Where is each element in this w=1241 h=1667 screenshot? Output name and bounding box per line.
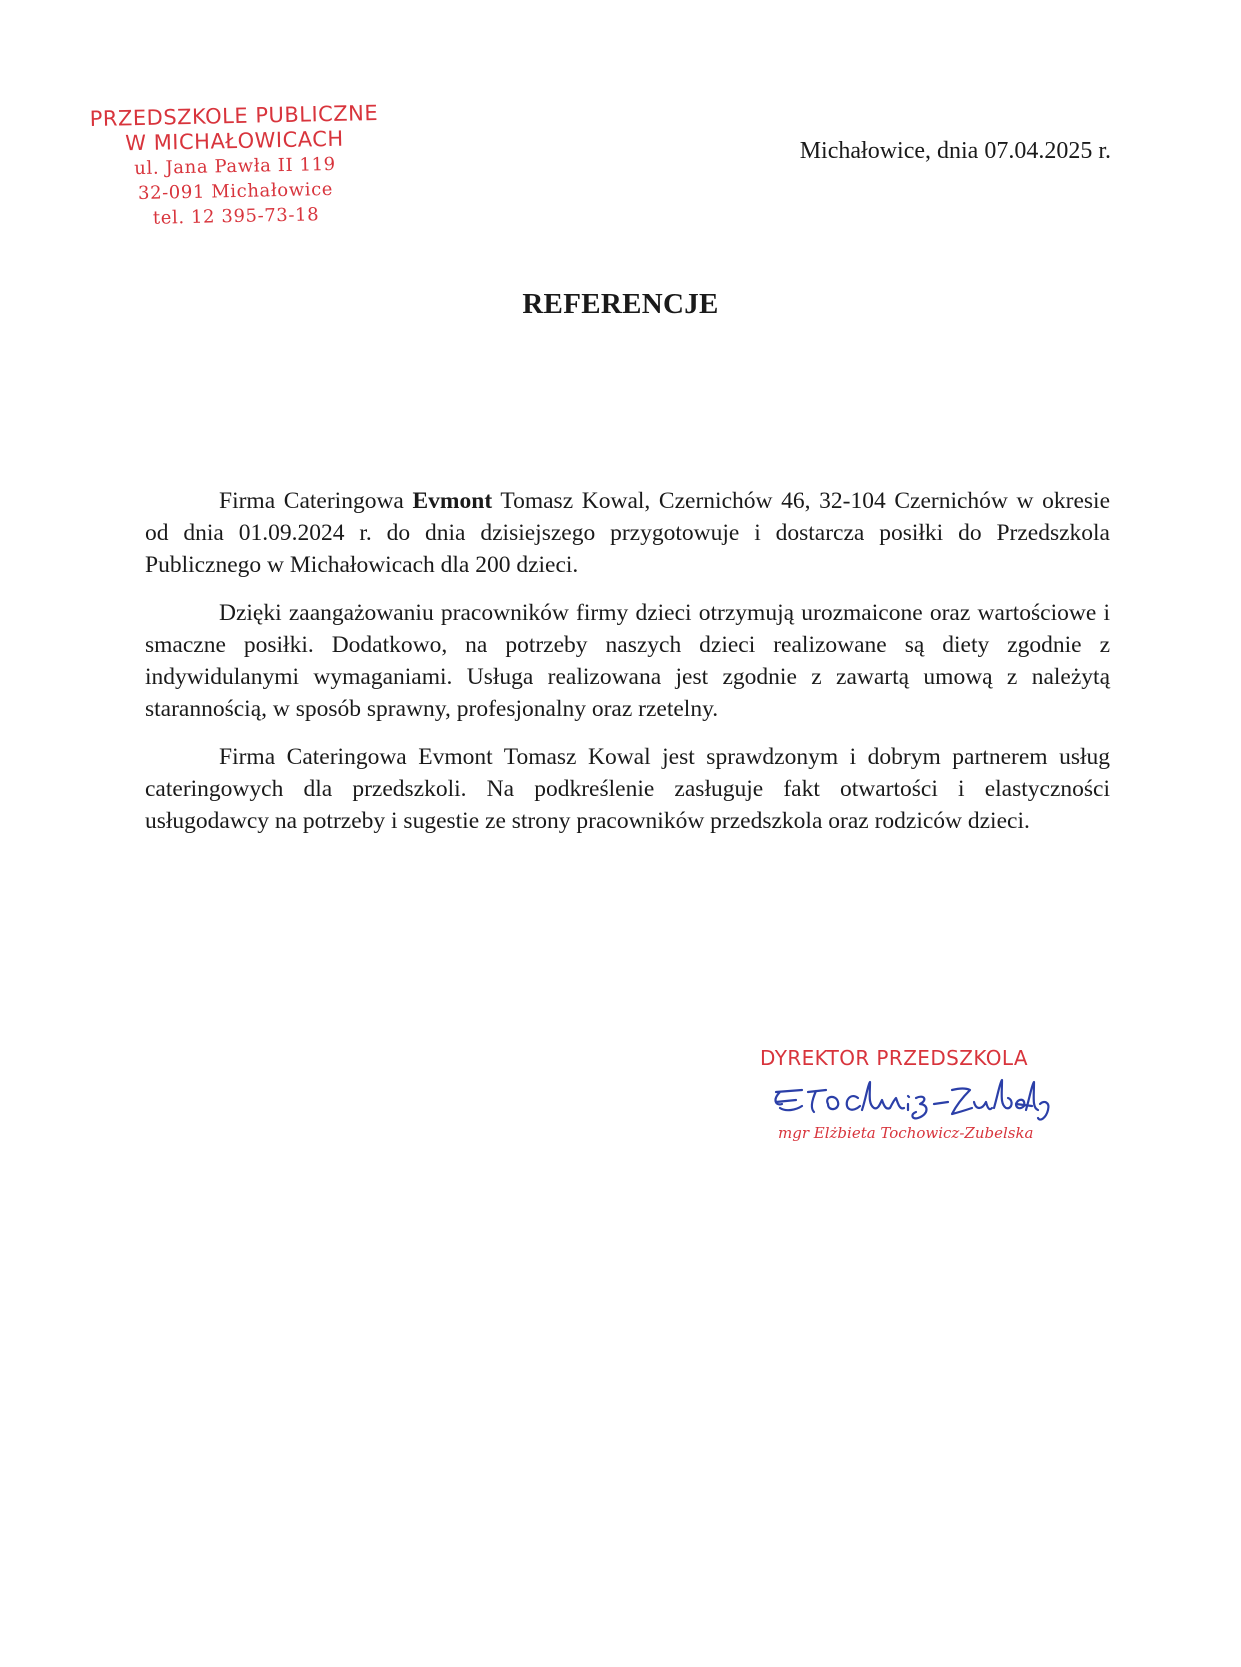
document-date: Michałowice, dnia 07.04.2025 r. [799,138,1111,164]
company-name-bold: Evmont [412,488,493,514]
document-body [145,485,1110,853]
paragraph-3: Firma Cateringowa Evmont Tomasz Kowal jest sprawdzonym i dobrym partnerem usług cateringowych dla przedszkoli. Na podkreślenie zasługuje fakt otwartości i elastyczności usługodawcy na potrzeby i sugestie ze strony pracowników przedszkola oraz rodziców dzieci. [145,744,1110,834]
stamp-line-postal: 32-091 Michałowice [137,178,334,205]
stamp-line-name: PRZEDSZKOLE PUBLICZNE [89,100,379,132]
stamp-line-city: W MICHAŁOWICACH [124,126,344,156]
signature-block [760,1046,1060,1142]
paragraph-2: Dzięki zaangażowaniu pracowników firmy dzieci otrzymują urozmaicone oraz wartościowe i smaczne posiłki. Dodatkowo, na potrzeby naszych dzieci realizowane są diety zgodnie z indywidulanymi wymaganiami. Usługa realizowana jest zgodnie z zawartą umową z należytą starannością, w sposób sprawny, profesjonalny oraz rzetelny. [145,600,1110,722]
document-title: REFERENCJE [522,288,719,320]
handwritten-signature-icon [762,1074,1052,1126]
stamp-line-phone: tel. 12 395-73-18 [152,204,320,229]
paragraph-1 [145,485,1110,581]
institution-stamp [79,101,392,232]
paragraph-1-start: Firma Cateringowa [219,488,413,514]
signature-role: DYREKTOR PRZEDSZKOLA [760,1046,1028,1070]
paragraph-1-rest: Tomasz Kowal, Czernichów 46, 32-104 Czernichów w okresie od dnia 01.09.2024 r. do dnia dzisiejszego przygotowuje i dostarcza posiłki do Przedszkola Publicznego w Michałowicach dla 200 dzieci. [145,488,1110,578]
stamp-line-street: ul. Jana Pawła II 119 [134,153,336,180]
signatory-name: mgr Elżbieta Tochowicz-Zubelska [778,1124,1034,1142]
